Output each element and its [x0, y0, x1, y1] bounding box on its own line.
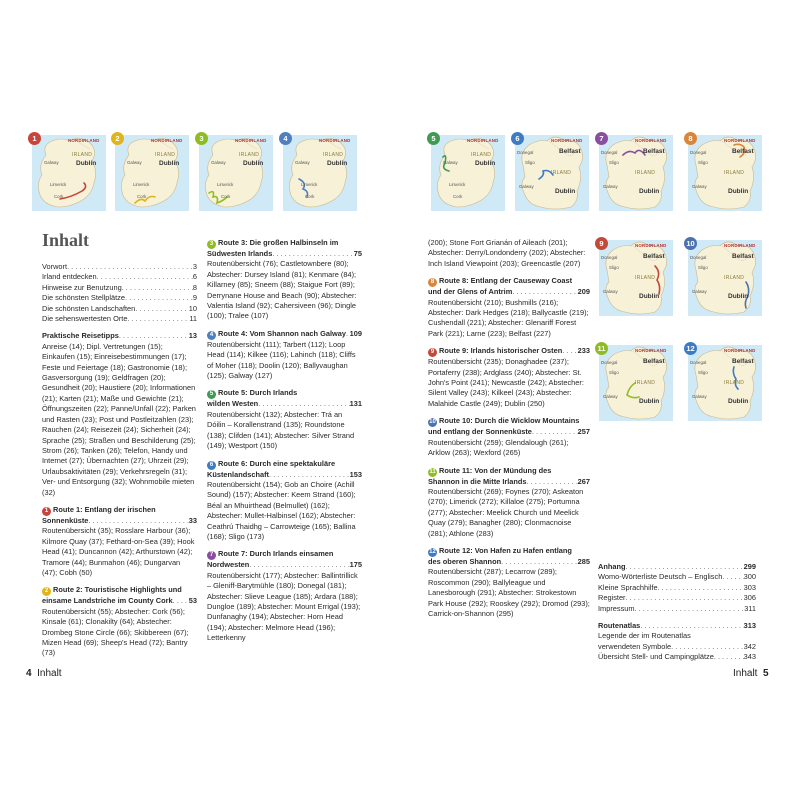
toc-row-page: 342: [743, 641, 756, 651]
toc-row-page: 300: [743, 572, 756, 582]
toc-row-page: 299: [743, 562, 756, 571]
map-label-town: Limerick: [301, 182, 318, 187]
toc-entry-route-3[interactable]: 3 Route 3: Die großen Halbinseln im Südwesten Irlands . . . 75 Routenübersicht (76); Castletownbere (80); Abstecher: Dursey Island (81); Kenmare (84); Killarney (85); Sneem (88); Staigue Fort (89); Derrynane House and Beach (90); Abstecher: Valentia Island (92); Cahersiveen (96); Dingle (100); Tralee (107): [207, 238, 362, 322]
route-number-badge: 1: [28, 132, 41, 145]
ireland-map-graphic: [431, 135, 505, 211]
route-10-badge: 10: [429, 419, 436, 426]
toc-entry-reisetipps[interactable]: [42, 331, 197, 498]
toc-row-page: 306: [743, 593, 756, 603]
entry-text: Routenübersicht (35); Rosslare Harbour (36); Kilmore Quay (37); Fethard-on-Sea (39); Hook Head (41); Duncannon (42); Arthurstown (42); Tramore (44); Bunmahon (46); Dungarvan (47); Cobh (50): [42, 526, 195, 577]
toc-row[interactable]: [598, 593, 756, 603]
map-label-irland: IRLAND: [635, 380, 656, 386]
toc-row-title: Kleine Sprachhilfe: [598, 582, 658, 592]
toc-entry-route-9[interactable]: 9 Route 9: Irlands historischer Osten . . . 233 Routenübersicht (235); Donaghadee (237); Portaferry (238); Ardglass (240); Abstecher: St. John's Point (241); Newcastle (242); Abstecher: Silent Valley (243); Kilkeel (243); Abstecher: Malahide Castle (249); Dublin (250): [428, 346, 590, 409]
entry-text: Routenübersicht (210); Bushmills (216); Abstecher: Dark Hedges (218); Ballycastle (219); Cushendall (221); Abstecher: Glenariff Forest Park (221); Larne (223); Belfast (227): [428, 297, 589, 338]
map-label-town: Donegal: [690, 255, 707, 260]
map-label-town: Donegal: [601, 150, 618, 155]
page-number-right: 5: [763, 668, 769, 679]
map-label-town: Sligo: [698, 370, 708, 375]
page-number-left: 4: [26, 668, 32, 679]
route-number-badge: 10: [684, 237, 697, 250]
map-label-irland: IRLAND: [724, 275, 745, 281]
route-6-badge: 6: [207, 461, 216, 470]
footer-right: [733, 668, 769, 679]
toc-row-title: Womo-Wörterliste Deutsch – Englisch: [598, 572, 723, 582]
route-9-badge: 9: [428, 348, 437, 357]
entry-text-continued: (200); Stone Fort Grianán of Aileach (201); Abstecher: Derry/Londonderry (202); Abstecher: Inch Island Viewpoint (203); Greencastle (207): [428, 238, 586, 268]
map-label-belfast: Belfast: [643, 148, 665, 155]
entry-text: Routenübersicht (132); Abstecher: Trá an Dóilin – Korallenstrand (135); Roundstone (138); Clifden (141); Abstecher: Silver Strand (149); Westport (150): [207, 409, 355, 451]
map-label-dublin: Dublin: [76, 160, 97, 167]
map-label-irland: IRLAND: [155, 152, 176, 158]
map-label-town: Galway: [295, 160, 310, 165]
ireland-map-graphic: [32, 135, 106, 211]
route-12-badge: 12: [429, 548, 436, 555]
entry-text: Anreise (14); Dipl. Vertretungen (15); Einkaufen (15); Einreisebestimmungen (17); Feste und Feiertage (18); Gastronomie (18); Gasversorgung (19); Geldfragen (20); Gesundheit (20); Haustiere (20); Informationen (21); Karten (21); Maße und Gewichte (21); Öffnungszeiten (22); Panne/Unfall (22); Parken und Rasten (23); Post und Postleitzahlen (23); Rauchen (24); Reisezeit (24); Sicherheit (24); Sprache (25); Straßen und Beschilderung (25); Strom (26); Tanken (26); Telefon, Handy und Internet (27); Übernachten (27); Uhrzeit (29); Urlaubsaktivitäten (29); Verkehrsregeln (31); Ver- und Entsorgung (32); Wohnmobile mieten (32): [42, 341, 196, 497]
map-label-dublin: Dublin: [728, 398, 749, 405]
map-label-irland: IRLAND: [724, 170, 745, 176]
entry-title: Route 1: Entlang der irischen: [53, 504, 156, 514]
entry-page: 267: [577, 476, 590, 486]
entry-page: 75: [353, 249, 362, 258]
route-3-badge: 3: [207, 240, 216, 249]
map-label-town: Galway: [692, 289, 707, 294]
route-2-badge: 2: [42, 587, 51, 596]
running-title-left: Inhalt: [37, 668, 62, 679]
entry-page: 175: [349, 560, 362, 570]
running-title-right: Inhalt: [733, 668, 758, 679]
map-label-dublin: Dublin: [243, 160, 264, 167]
map-label-town: Cork: [453, 194, 463, 199]
entry-page: 13: [188, 331, 197, 341]
route-number-badge: 12: [684, 342, 697, 355]
map-label-nordirland: NORDIRLAND: [635, 243, 667, 248]
toc-entry-route-11[interactable]: 11 Route 11: Von der Mündung des Shannon in die Mitte Irlands . . . 267 Routenübersicht (269); Foynes (270); Askeaton (270); Limerick (272); Killaloe (275); Portumna (277); Abstecher: Meelick Church und Meelick Quay (279); Banagher (280); Clonmacnoise (281); Athlone (283): [428, 466, 590, 539]
entry-text: Routenübersicht (111); Tarbert (112); Loop Head (114); Kilkee (116); Lahinch (118); Cliffs of Moher (118); Doolin (120); Ballyvaughan (125); Galway (127): [207, 339, 356, 381]
toc-row[interactable]: [42, 272, 197, 282]
toc-column-1: [42, 262, 197, 666]
toc-row-title: Register: [598, 593, 626, 603]
map-label-town: Cork: [54, 194, 64, 199]
map-label-irland: IRLAND: [551, 170, 572, 176]
toc-row[interactable]: [42, 293, 197, 303]
map-label-dublin: Dublin: [728, 188, 749, 195]
entry-page: 285: [577, 556, 590, 566]
map-label-town: Galway: [127, 160, 142, 165]
route-1-badge: 1: [42, 507, 51, 516]
toc-entry-route-8[interactable]: 8 Route 8: Entlang der Causeway Coast und der Glens of Antrim . . . 209 Routenübersicht (210); Bushmills (216); Abstecher: Dark Hedges (218); Ballycastle (219); Cushendall (221); Abstecher: Glenariff Forest Park (221); Larne (223); Belfast (227): [428, 276, 590, 339]
route-number-badge: 3: [195, 132, 208, 145]
toc-row[interactable]: [42, 262, 197, 272]
map-label-dublin: Dublin: [728, 293, 749, 300]
toc-row[interactable]: [598, 562, 756, 572]
toc-column-4: [598, 562, 756, 670]
toc-row[interactable]: [598, 652, 756, 662]
map-label-dublin: Dublin: [159, 160, 180, 167]
toc-row[interactable]: [598, 631, 756, 641]
map-label-nordirland: NORDIRLAND: [724, 138, 756, 143]
toc-row[interactable]: [598, 583, 756, 593]
footer-left: [26, 668, 62, 679]
map-label-irland: IRLAND: [72, 152, 93, 158]
toc-row-page: 9: [192, 293, 197, 303]
route-number-badge: 8: [684, 132, 697, 145]
toc-entry-route-7[interactable]: 7 Route 7: Durch Irlands einsamen Nordwesten . . . 175 Routenübersicht (177); Abstecher: Ballintrillick – Gleniff-Barytmühle (180); Donegal (181); Abstecher: Slieve League (185); Ardara (188); Dungloe (189); Abstecher: Mount Errigal (193); Dunfanaghy (194); Abstecher: Horn Head (194); Abstecher: Melmore Head (196); Letterkenny: [207, 549, 362, 643]
map-label-nordirland: NORDIRLAND: [635, 138, 667, 143]
appendix-list: [598, 562, 756, 614]
entry-page: 233: [577, 346, 590, 356]
toc-row[interactable]: [598, 604, 756, 614]
route-number-badge: 11: [595, 342, 608, 355]
map-label-belfast: Belfast: [732, 148, 754, 155]
map-label-town: Sligo: [698, 265, 708, 270]
route-8-badge: 8: [428, 278, 437, 287]
map-label-town: Sligo: [609, 160, 619, 165]
map-label-town: Galway: [443, 160, 458, 165]
toc-row[interactable]: [42, 314, 197, 324]
route-number-badge: 2: [111, 132, 124, 145]
map-label-town: Limerick: [133, 182, 150, 187]
toc-row-title: Anhang: [598, 562, 626, 571]
route-atlas-list: [598, 621, 756, 663]
map-label-nordirland: NORDIRLAND: [551, 138, 583, 143]
toc-row-title: Impressum: [598, 603, 635, 613]
route-map-4[interactable]: [283, 135, 357, 211]
toc-entry-route-5[interactable]: 5 Route 5: Durch Irlands wilden Westen . . . 131 Routenübersicht (132); Abstecher: Trá an Dóilin – Korallenstrand (135); Roundstone (138); Clifden (141); Abstecher: Silver Strand (149); Westport (150): [207, 388, 362, 451]
map-label-belfast: Belfast: [732, 358, 754, 365]
entry-page: 209: [577, 287, 590, 297]
toc-entry-route-6[interactable]: 6 Route 6: Durch eine spektakuläre Küstenlandschaft . . . 153 Routenübersicht (154); Gob an Choire (Achill Sound) (157); Abstecher: Keem Strand (160); Béal an Mhuirthead (Belmullet) (162); Abstecher: Mullet-Halbinsel (162); Abstecher: Ceathrú Thaidhg – Carrowteige (165); Ballina (168); Sligo (173): [207, 459, 362, 543]
route-map-11[interactable]: [599, 345, 673, 421]
route-map-5[interactable]: [431, 135, 505, 211]
route-11-badge: 11: [429, 468, 436, 475]
entry-page: 53: [188, 596, 197, 606]
toc-entry-route-4[interactable]: 4 Route 4: Vom Shannon nach Galway . . . 109 Routenübersicht (111); Tarbert (112); Loop Head (114); Kilkee (116); Lahinch (118); Cliffs of Moher (118); Doolin (120); Ballyvaughan (125); Galway (127): [207, 329, 362, 382]
route-map-9[interactable]: [599, 240, 673, 316]
map-label-nordirland: NORDIRLAND: [235, 138, 267, 143]
entry-page: 131: [349, 399, 362, 409]
map-label-nordirland: NORDIRLAND: [68, 138, 100, 143]
toc-row-title: verwendeten Symbole: [598, 641, 672, 651]
toc-row[interactable]: [598, 642, 756, 652]
route-5-badge: 5: [207, 390, 216, 399]
map-label-town: Galway: [44, 160, 59, 165]
map-label-town: Cork: [221, 194, 231, 199]
map-label-dublin: Dublin: [639, 188, 660, 195]
map-label-belfast: Belfast: [643, 358, 665, 365]
front-matter-list: [42, 262, 197, 324]
toc-row[interactable]: [42, 304, 197, 314]
ireland-map-graphic: [199, 135, 273, 211]
toc-row-page: 3: [192, 262, 197, 271]
toc-row[interactable]: [42, 283, 197, 293]
map-label-town: Limerick: [449, 182, 466, 187]
route-map-6[interactable]: [515, 135, 589, 211]
map-label-irland: IRLAND: [724, 380, 745, 386]
route-number-badge: 5: [427, 132, 440, 145]
route-map-2[interactable]: [115, 135, 189, 211]
toc-entry-route-12[interactable]: 12 Route 12: Von Hafen zu Hafen entlang des oberen Shannon . . . 285 Routenübersicht (287); Lecarrow (289); Roscommon (290); Ballyleague und Lanesborough (291); Abstecher: Strokestown Park House (292); Rooskey (292); Dromod (293); Carrick-on-Shannon (295): [428, 546, 590, 619]
map-label-town: Galway: [211, 160, 226, 165]
toc-row-page: 11: [189, 314, 197, 324]
entry-title: Praktische Reisetipps: [42, 331, 119, 341]
map-label-dublin: Dublin: [639, 398, 660, 405]
map-label-town: Donegal: [690, 360, 707, 365]
map-label-town: Cork: [305, 194, 315, 199]
toc-row-title: Die schönsten Stellplätze: [42, 293, 125, 303]
route-7-badge: 7: [207, 551, 216, 560]
map-label-town: Galway: [603, 394, 618, 399]
toc-row-title: Irland entdecken: [42, 272, 97, 282]
entry-text: Routenübersicht (269); Foynes (270); Askeaton (270); Limerick (272); Killaloe (275); Portumna (277); Abstecher: Meelick Church und Meelick Quay (279); Banagher (280); Clonmacnoise (281); Athlone (283): [428, 486, 584, 538]
map-label-nordirland: NORDIRLAND: [724, 348, 756, 353]
ireland-map-graphic: [115, 135, 189, 211]
toc-row-title: Vorwort: [42, 262, 68, 271]
map-label-nordirland: NORDIRLAND: [635, 348, 667, 353]
route-map-10[interactable]: [688, 240, 762, 316]
entry-page: 153: [349, 469, 362, 479]
entry-text: Routenübersicht (76); Castletownbere (80); Abstecher: Dursey Island (81); Kenmare (84); Killarney (85); Sneem (88); Staigue Fort (89); Derrynane House and Beach (90); Abstecher: Valentia Island (92); Cahersiveen (96); Dingle (100); Tralee (107): [207, 259, 357, 321]
entry-text: Routenübersicht (55); Abstecher: Cork (56); Kinsale (61); Clonakilty (64); Abstecher: Drombeg Stone Circle (66); Skibbereen (67); Mizen Head (69); Sheep's Head (72); Bantry (73): [42, 606, 189, 658]
toc-row-title: Die sehenswertesten Orte: [42, 314, 128, 324]
map-label-town: Cork: [137, 194, 147, 199]
map-label-dublin: Dublin: [475, 160, 496, 167]
toc-row-title: Übersicht Stell- und Campingplätze: [598, 652, 714, 662]
toc-entry-route-10[interactable]: 10 Route 10: Durch die Wicklow Mountains und entlang der Sonnenküste . . . 257 Routenübersicht (259); Glendalough (261); Arklow (263); Wexford (265): [428, 416, 590, 458]
map-label-irland: IRLAND: [471, 152, 492, 158]
map-label-nordirland: NORDIRLAND: [467, 138, 499, 143]
toc-entry-route-1[interactable]: 1 Route 1: Entlang der irischen Sonnenküste . . . 33 Routenübersicht (35); Rosslare Harbour (36); Kilmore Quay (37); Fethard-on-Sea (39); Hook Head (41); Duncannon (42); Arthurstown (42); Tramore (44); Bunmahon (46); Dungarvan (47); Cobh (50): [42, 505, 197, 578]
map-label-town: Donegal: [690, 150, 707, 155]
map-label-town: Donegal: [601, 255, 618, 260]
route-number-badge: 4: [279, 132, 292, 145]
toc-row-page: 311: [744, 603, 756, 613]
route-map-3[interactable]: [199, 135, 273, 211]
route-number-badge: 7: [595, 132, 608, 145]
route-map-1[interactable]: [32, 135, 106, 211]
entry-text: Routenübersicht (287); Lecarrow (289); Roscommon (290); Ballyleague und Lanesborough (291); Abstecher: Strokestown Park House (292); Rooskey (292); Dromod (293); Carrick-on-Shannon (295): [428, 567, 590, 618]
entry-text: Routenübersicht (154); Gob an Choire (Achill Sound) (157); Abstecher: Keem Strand (160); Béal an Mhuirthead (Belmullet) (162); Abstecher: Mullet-Halbinsel (162); Abstecher: Ceathrú Thaidhg – Carrowteige (165); Ballina (168); Sligo (173): [207, 479, 356, 541]
toc-row-title: Legende der im Routenatlas: [598, 631, 691, 641]
toc-row-page: 8: [192, 282, 197, 292]
page-title: Inhalt: [42, 230, 90, 250]
map-label-nordirland: NORDIRLAND: [151, 138, 183, 143]
entry-text: Routenübersicht (177); Abstecher: Ballintrillick – Gleniff-Barytmühle (180); Donegal (181); Abstecher: Slieve League (185); Ardara (188); Dungloe (189); Abstecher: Mount Errigal (193); Dunfanaghy (194); Abstecher: Horn Head (194); Abstecher: Melmore Head (196); Letterkenny: [207, 570, 361, 643]
map-label-town: Donegal: [601, 360, 618, 365]
map-label-nordirland: NORDIRLAND: [319, 138, 351, 143]
toc-row-page: 303: [743, 582, 756, 592]
map-label-town: Sligo: [609, 370, 619, 375]
map-label-town: Sligo: [525, 160, 535, 165]
toc-row-page: 10: [188, 303, 197, 313]
map-label-dublin: Dublin: [327, 160, 348, 167]
map-label-irland: IRLAND: [635, 275, 656, 281]
map-label-town: Galway: [692, 394, 707, 399]
map-label-irland: IRLAND: [635, 170, 656, 176]
toc-row-page: 313: [743, 621, 756, 631]
entry-page: 33: [188, 515, 197, 525]
route-map-12[interactable]: [688, 345, 762, 421]
map-label-nordirland: NORDIRLAND: [724, 243, 756, 248]
entry-page: 109: [349, 328, 362, 338]
route-4-badge: 4: [207, 331, 216, 340]
toc-row-title: Routenatlas: [598, 621, 641, 631]
map-label-dublin: Dublin: [555, 188, 576, 195]
toc-column-2: [207, 238, 362, 651]
map-label-town: Galway: [519, 184, 534, 189]
toc-row[interactable]: [598, 621, 756, 631]
ireland-map-graphic: [283, 135, 357, 211]
toc-row-title: Hinweise zur Benutzung: [42, 282, 122, 292]
map-label-town: Donegal: [517, 150, 534, 155]
toc-column-3: [428, 238, 590, 626]
toc-row-title: Die schönsten Landschaften: [42, 303, 136, 313]
map-label-town: Sligo: [609, 265, 619, 270]
map-label-belfast: Belfast: [643, 253, 665, 260]
map-label-town: Galway: [692, 184, 707, 189]
toc-row-page: 343: [743, 652, 756, 662]
map-label-town: Galway: [603, 184, 618, 189]
map-label-belfast: Belfast: [732, 253, 754, 260]
map-label-belfast: Belfast: [559, 148, 581, 155]
toc-row[interactable]: [598, 572, 756, 582]
toc-entry-route-2[interactable]: 2 Route 2: Touristische Highlights und einsame Landstriche im County Cork . . . 53 Routenübersicht (55); Abstecher: Cork (56); Kinsale (61); Clonakilty (64); Abstecher: Drombeg Stone Circle (66); Skibbereen (67); Mizen Head (69); Sheep's Head (72); Bantry (73): [42, 585, 197, 658]
entry-text: Routenübersicht (259); Glendalough (261); Arklow (263); Wexford (265): [428, 437, 569, 458]
route-number-badge: 9: [595, 237, 608, 250]
map-label-town: Sligo: [698, 160, 708, 165]
entry-text: Routenübersicht (235); Donaghadee (237); Portaferry (238); Ardglass (240); Abstecher: St. John's Point (241); Newcastle (242); Abstecher: Silent Valley (243); Kilkeel (243); Abstecher: Malahide Castle (249); Dublin (250): [428, 357, 584, 408]
entry-page: 257: [577, 427, 590, 437]
map-label-town: Limerick: [217, 182, 234, 187]
route-number-badge: 6: [511, 132, 524, 145]
route-map-7[interactable]: [599, 135, 673, 211]
route-map-8[interactable]: [688, 135, 762, 211]
map-label-town: Limerick: [50, 182, 67, 187]
map-label-irland: IRLAND: [239, 152, 260, 158]
toc-row-page: 6: [192, 272, 197, 282]
map-label-irland: IRLAND: [323, 152, 344, 158]
map-label-dublin: Dublin: [639, 293, 660, 300]
map-label-town: Galway: [603, 289, 618, 294]
